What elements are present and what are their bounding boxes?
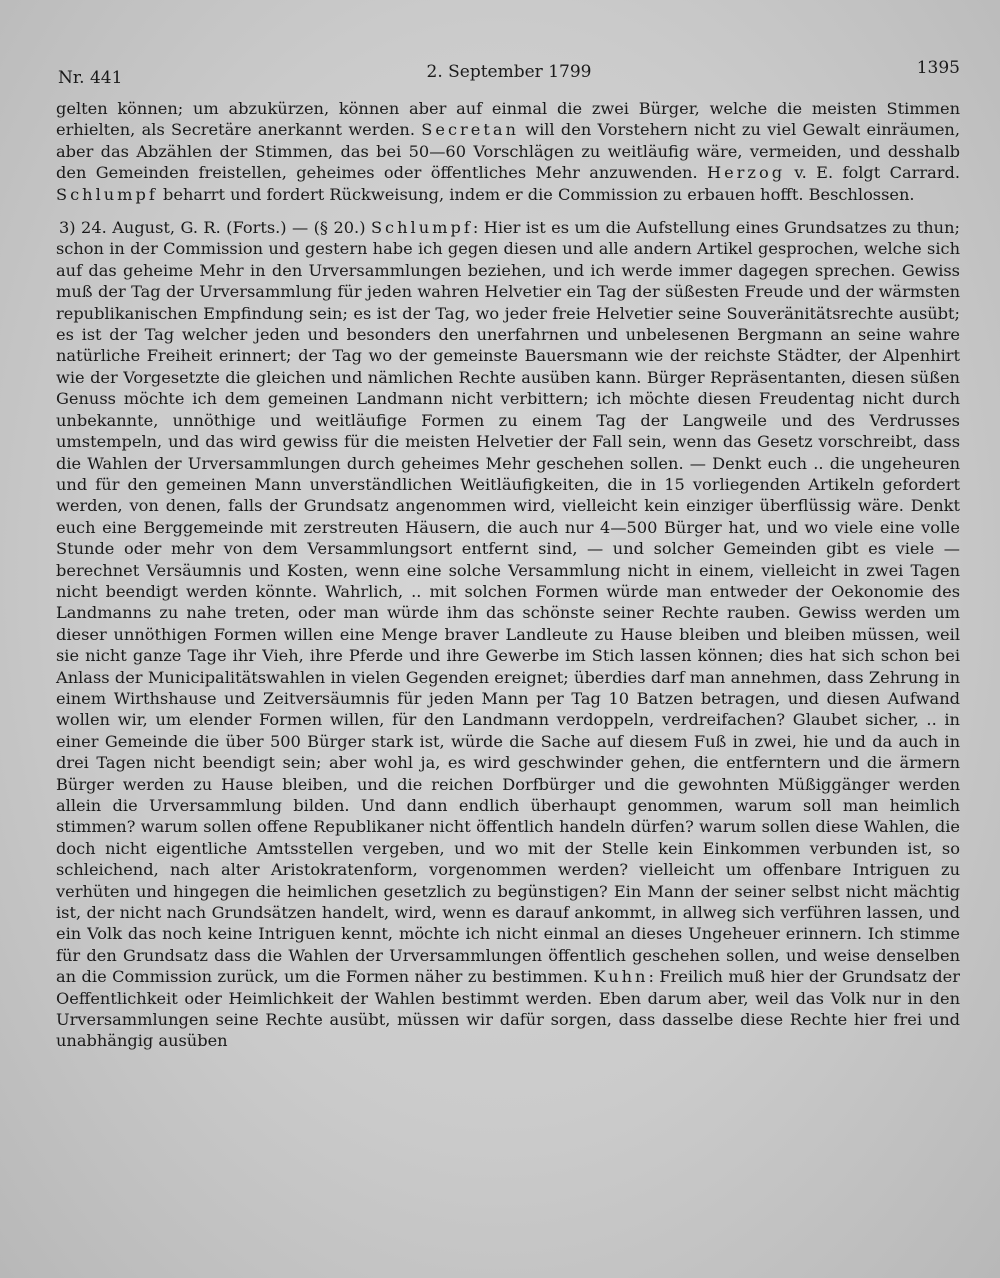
document-body [56,98,960,1052]
speaker-name: Kuhn [593,967,649,987]
speaker-name: Secretan [421,120,519,140]
text-run: beharrt und fordert Rückweisung, indem er die Commission zu erbauen hofft. Beschlossen. [157,184,915,204]
speaker-name: Schlumpf [56,184,158,204]
document-date: 2. September 1799 [426,62,592,82]
page-number: 1395 [916,58,960,78]
text-run: gelten können; um abzukürzen, können aber auf einmal die zwei Bürger, welche die meisten Stimmen erhielten, als Secretäre anerkannt werden. [56,99,960,140]
paragraph-1 [56,98,960,205]
text-run: 3) 24. August, G. R. (Forts.) — (§ 20.) [59,218,371,238]
paragraph-2 [56,217,960,1052]
text-run: : Freilich muß hier der Grundsatz der Oeffentlichkeit oder Heimlichkeit der Wahlen bestimmt werden. Eben darum aber, weil das Volk nur in den Urversammlungen seine Rechte ausübt, müssen wir dafür sorgen, dass dasselbe diese Rechte hier frei und unabhängig ausüben [56,967,960,1051]
text-run: v. E. folgt Carrard. [785,163,960,183]
speaker-name: Herzog [706,163,786,183]
text-run: : Hier ist es um die Aufstellung eines Grundsatzes zu thun; schon in der Commission und gestern habe ich gegen diesen und alle andern Artikel gesprochen, welche sich auf das geheime Mehr in den Urversammlungen beziehen, und ich werde immer dagegen sprechen. Gewiss muß der Tag der Urversammlung für jeden wahren Helvetier ein Tag der süßesten Freude und der wärmsten republikanischen Empfindung sein; es ist der Tag, wo jeder freie Helvetier seine Souveränitätsrechte ausübt; es ist der Tag welcher jeden und besonders den unerfahrnen und unbelesenen Bergmann an seine wahre natürliche Freiheit erinnert; der Tag wo der gemeinste Bauersmann wie der reichste Städter, der Alpenhirt wie der Vorgesetzte die gleichen und nämlichen Rechte ausüben kann. Bürger Repräsentanten, diesen süßen Genuss möchte ich dem gemeinen Landmann nicht verbittern; ich möchte diesen Freudentag nicht durch unbekannte, unnöthige und weitläufige Formen zu einem Tag der Langweile und des Verdrusses umstempeln, und das wird gewiss für die meisten Helvetier der Fall sein, wenn das Gesetz vorschreibt, dass die Wahlen der Urversammlungen durch geheimes Mehr geschehen sollen. — Denkt euch .. die ungeheuren und für den gemeinen Mann unverständlichen Weitläufigkeiten, die in 15 vorliegenden Artikeln gefordert werden, von denen, falls der Grundsatz angenommen wird, vielleicht kein einziger überflüssig wäre. Denkt euch eine Berggemeinde mit zerstreuten Häusern, die auch nur 4—500 Bürger hat, und wo viele eine volle Stunde oder mehr von dem Versammlungsort entfernt sind, — und solcher Gemeinden gibt es viele — berechnet Versäumnis und Kosten, wenn eine solche Versammlung nicht in einem, vielleicht in zwei Tagen nicht beendigt werden könnte. Wahrlich, .. mit solchen Formen würde man entweder der Oekonomie des Landmanns zu nahe treten, oder man würde ihm das schönste seiner Rechte rauben. Gewiss werden um dieser unnöthigen Formen willen eine Menge braver Landleute zu Hause bleiben und bleiben müssen, weil sie nicht ganze Tage ihr Vieh, ihre Pferde und ihre Gewerbe im Stich lassen können; dies hat sich schon bei Anlass der Municipalitätswahlen in vielen Gegenden ereignet; überdies darf man annehmen, dass Zehrung in einem Wirthshause und Zeitversäumnis für jeden Mann per Tag 10 Batzen betragen, und diesen Aufwand wollen wir, um elender Formen willen, für den Landmann verdoppeln, verdreifachen? Glaubet sicher, .. in einer Gemeinde die über 500 Bürger stark ist, würde die Sache auf diesem Fuß in zwei, hie und da auch in drei Tagen nicht beendigt sein; aber wohl ja, es wird geschwinder gehen, die entferntern und die ärmern Bürger werden zu Hause bleiben, und die reichen Dorfbürger und die gewohnten Müßiggänger werden allein die Urversammlung bilden. Und dann endlich überhaupt genommen, warum soll man heimlich stimmen? warum sollen offene Republikaner nicht öffentlich handeln dürfen? warum sollen diese Wahlen, die doch nicht eigentliche Amtsstellen vergeben, und wo mit der Stelle kein Einkommen verbunden ist, so schleichend, nach alter Aristokratenform, vorgenommen werden? vielleicht um offenbare Intriguen zu verhüten und hingegen die heimlichen gesetzlich zu begünstigen? Ein Mann der seiner selbst nicht mächtig ist, der nicht nach Grundsätzen handelt, wird, wenn es darauf ankommt, in allweg sich verführen lassen, und ein Volk das noch keine Intriguen kennt, möchte ich nicht einmal an dieses Ungeheuer erinnern. Ich stimme für den Grundsatz dass die Wahlen der Urversammlungen öffentlich geschehen sollen, und weise denselben an die Commission zurück, um die Formen näher zu bestimmen. [56,218,960,987]
document-number: Nr. 441 [58,68,123,88]
speaker-name: Schlumpf [370,218,473,238]
page-header [58,58,960,88]
text-run: will den Vorstehern nicht zu viel Gewalt einräumen, aber das Abzählen der Stimmen, das bei 50—60 Vorschlägen zu weitläufig wäre, vermeiden, und desshalb den Gemeinden freistellen, geheimes oder öffentliches Mehr anzuwenden. [56,120,960,183]
